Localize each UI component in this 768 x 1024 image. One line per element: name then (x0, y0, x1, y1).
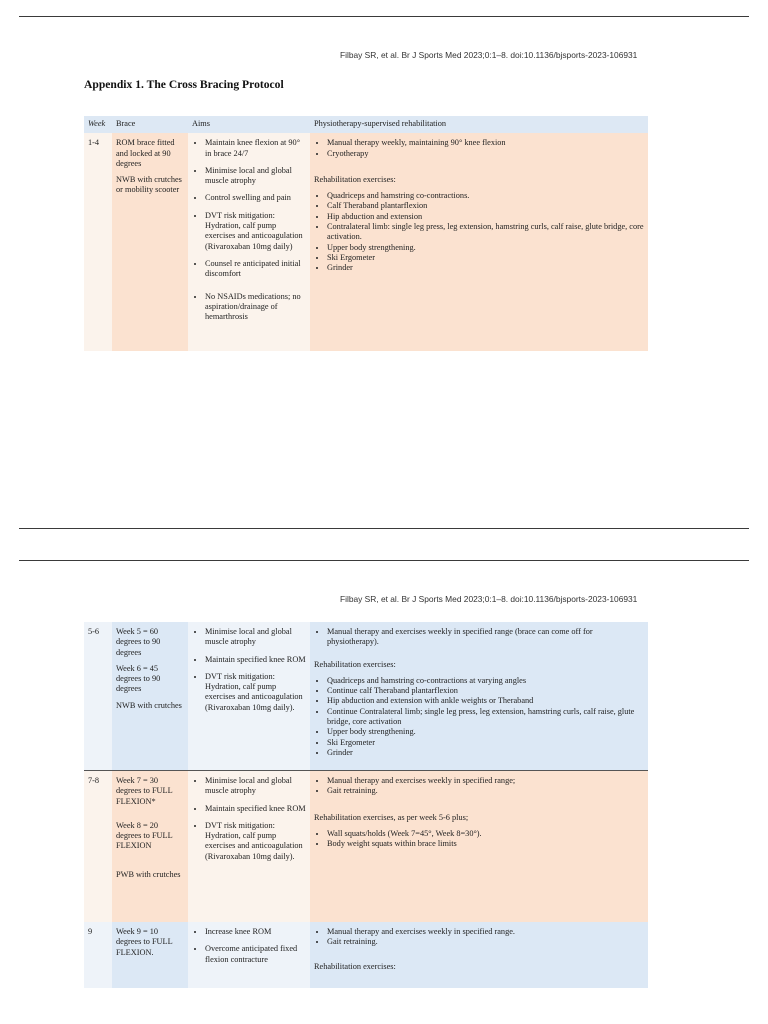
aim-item: • DVT risk mitigation: Hydration, calf pump exercises and anticoagulation (Rivaroxaban 10mg daily). (205, 672, 306, 713)
header-aims: Aims (188, 116, 310, 133)
exercise-item: • Continue calf Theraband plantarflexion (327, 686, 644, 696)
week-cell: 5-6 (84, 622, 112, 770)
aim-item: • No NSAIDs medications; no aspiration/drainage of hemarthrosis (205, 292, 306, 323)
brace-cell (112, 771, 188, 922)
rehab-subhead: Rehabilitation exercises: (314, 174, 396, 184)
table-row-week-5-6 (84, 622, 648, 770)
protocol-table-page-1 (84, 116, 648, 351)
page-top-rule (19, 16, 749, 17)
exercise-item: • Contralateral limb: single leg press, leg extension, hamstring curls, calf raise, glute bridge, core activation. (327, 222, 644, 243)
exercise-item: • Quadriceps and hamstring co-contractions. (327, 191, 644, 201)
brace-text: Week 5 = 60 degrees to 90 degrees (116, 627, 161, 657)
rehab-subhead: Rehabilitation exercises, as per week 5-6 plus; (314, 812, 469, 822)
physio-item: • Gait retraining. (327, 937, 644, 947)
brace-text: NWB with crutches (116, 700, 182, 710)
exercise-item: • Grinder (327, 748, 644, 758)
aims-cell (188, 622, 310, 770)
table-header-row (84, 116, 648, 133)
brace-cell (112, 622, 188, 770)
rehab-subhead: Rehabilitation exercises: (314, 961, 396, 971)
physio-cell (310, 622, 648, 770)
brace-cell (112, 133, 188, 351)
exercise-item: • Continue Contralateral limb; single leg press, leg extension, hamstring curls, calf raise, glute bridge, core activation (327, 707, 644, 728)
brace-text: Week 9 = 10 degrees to FULL FLEXION. (116, 927, 173, 957)
physio-cell (310, 771, 648, 922)
physio-item: • Manual therapy and exercises weekly in specified range. (327, 927, 644, 937)
week-cell: 9 (84, 922, 112, 988)
table-row-week-9 (84, 922, 648, 988)
table-row-week-1-4 (84, 133, 648, 351)
aim-item: • Minimise local and global muscle atrophy (205, 627, 306, 648)
rehab-subhead: Rehabilitation exercises: (314, 659, 396, 669)
aims-cell (188, 922, 310, 988)
aim-item: • Maintain specified knee ROM (205, 655, 306, 665)
physio-item: • Manual therapy and exercises weekly in specified range (brace can come off for physiotherapy). (327, 627, 644, 648)
protocol-table-page-2 (84, 622, 648, 988)
brace-text: ROM brace fitted and locked at 90 degrees (116, 138, 175, 168)
brace-cell (112, 922, 188, 988)
exercise-item: • Body weight squats within brace limits (327, 839, 644, 849)
exercise-item: • Wall squats/holds (Week 7=45°, Week 8=30°). (327, 829, 644, 839)
header-physio: Physiotherapy-supervised rehabilitation (310, 116, 648, 133)
physio-item: • Manual therapy and exercises weekly in specified range; (327, 776, 644, 786)
brace-text: PWB with crutches (116, 869, 181, 879)
exercise-item: • Upper body strengthening. (327, 243, 644, 253)
aims-cell (188, 771, 310, 922)
exercise-item: • Ski Ergometer (327, 738, 644, 748)
exercise-item: • Grinder (327, 263, 644, 273)
week-cell: 7-8 (84, 771, 112, 922)
exercise-item: • Hip abduction and extension with ankle weights or Theraband (327, 696, 644, 706)
page-bottom-rule (19, 528, 749, 529)
exercise-item: • Quadriceps and hamstring co-contractions at varying angles (327, 676, 644, 686)
aim-item: • Counsel re anticipated initial discomfort (205, 259, 306, 280)
page-top-rule (19, 560, 749, 561)
brace-text: Week 8 = 20 degrees to FULL FLEXION (116, 820, 173, 851)
brace-text: NWB with crutches or mobility scooter (116, 175, 182, 195)
aim-item: • DVT risk mitigation: Hydration, calf pump exercises and anticoagulation (Rivaroxaban 10mg daily) (205, 211, 306, 252)
table-row-week-7-8 (84, 771, 648, 922)
aim-item: • Maintain specified knee ROM (205, 804, 306, 814)
physio-item: • Manual therapy weekly, maintaining 90° knee flexion (327, 138, 644, 148)
appendix-title: Appendix 1. The Cross Bracing Protocol (84, 78, 284, 91)
aim-item: • Control swelling and pain (205, 193, 306, 203)
brace-text: Week 7 = 30 degrees to FULL FLEXION* (116, 776, 173, 806)
physio-item: • Gait retraining. (327, 786, 644, 796)
brace-text: Week 6 = 45 degrees to 90 degrees (116, 663, 161, 694)
aim-item: • DVT risk mitigation: Hydration, calf pump exercises and anticoagulation (Rivaroxaban 10mg daily). (205, 821, 306, 862)
physio-cell (310, 922, 648, 988)
physio-item: • Cryotherapy (327, 149, 644, 159)
aim-item: • Overcome anticipated fixed flexion contracture (205, 944, 306, 965)
exercise-item: • Upper body strengthening. (327, 727, 644, 737)
aim-item: • Increase knee ROM (205, 927, 306, 937)
exercise-item: • Hip abduction and extension (327, 212, 644, 222)
citation: Filbay SR, et al. Br J Sports Med 2023;0:1–8. doi:10.1136/bjsports-2023-106931 (340, 50, 638, 60)
week-cell: 1-4 (84, 133, 112, 351)
physio-cell (310, 133, 648, 351)
aim-item: • Minimise local and global muscle atrophy (205, 166, 306, 187)
header-brace: Brace (112, 116, 188, 133)
exercise-item: • Ski Ergometer (327, 253, 644, 263)
citation: Filbay SR, et al. Br J Sports Med 2023;0:1–8. doi:10.1136/bjsports-2023-106931 (340, 594, 638, 604)
aim-item: • Minimise local and global muscle atrophy (205, 776, 306, 797)
aim-item: • Maintain knee flexion at 90° in brace 24/7 (205, 138, 306, 159)
header-week: Week (84, 116, 112, 133)
exercise-item: • Calf Theraband plantarflexion (327, 201, 644, 211)
aims-cell (188, 133, 310, 351)
